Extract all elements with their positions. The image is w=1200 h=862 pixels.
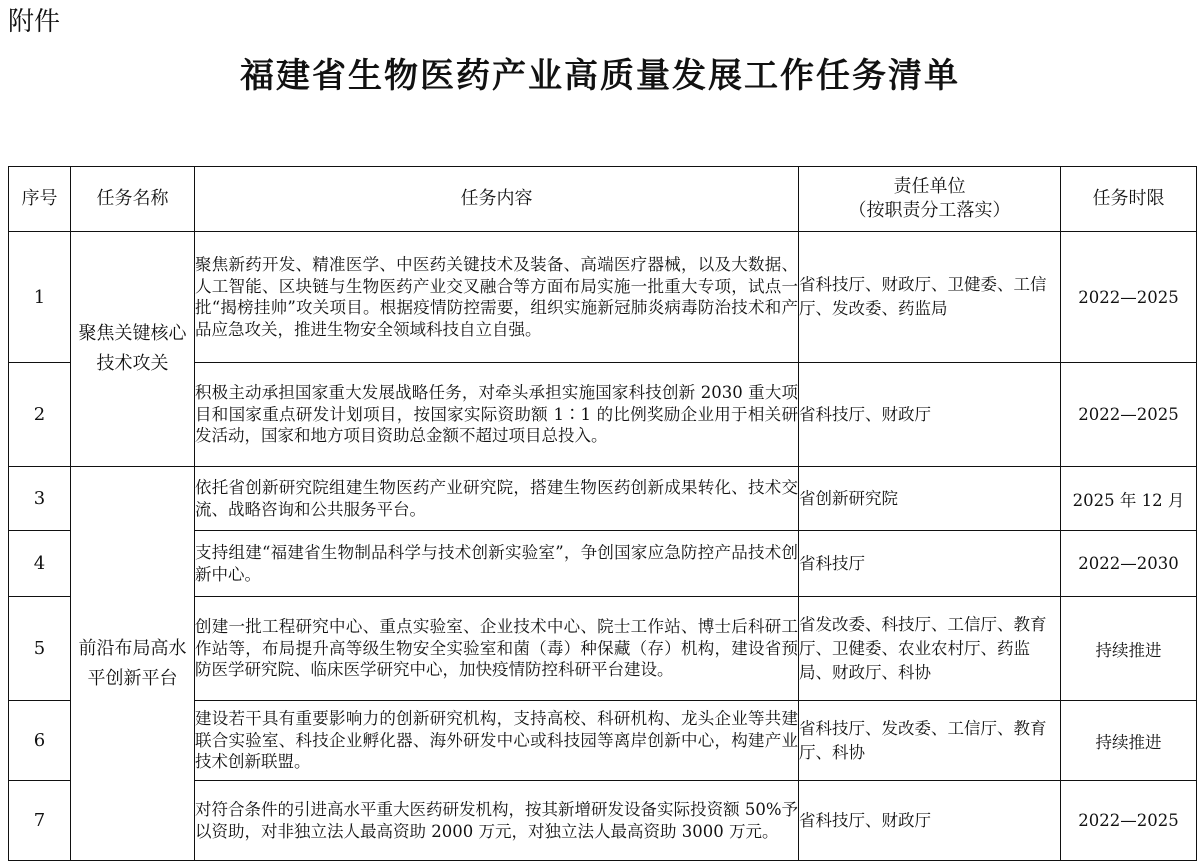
task-content: 支持组建“福建省生物制品科学与技术创新实验室”，争创国家应急防控产品技术创新中心。 <box>195 531 799 597</box>
responsible-unit: 省科技厅、财政厅 <box>799 781 1061 861</box>
task-content: 聚焦新药开发、精准医学、中医药关键技术及装备、高端医疗器械，以及大数据、人工智能、区块链与生物医药产业交叉融合等方面布局实施一批重大专项，试点一批“揭榜挂帅”攻关项目。根据疫情防控需要，组织实施新冠肺炎病毒防治技术和产品应急攻关，推进生物安全领域科技自立自强。 <box>195 232 799 363</box>
task-name: 前沿布局高水平创新平台 <box>71 467 195 861</box>
task-deadline: 2025 年 12 月 <box>1061 467 1197 531</box>
row-seq: 5 <box>9 597 71 701</box>
header-unit-line2: （按职责分工落实） <box>848 200 1011 221</box>
row-seq: 6 <box>9 701 71 781</box>
responsible-unit: 省创新研究院 <box>799 467 1061 531</box>
attachment-label: 附件 <box>8 7 61 37</box>
header-content: 任务内容 <box>195 167 799 232</box>
task-deadline: 2022—2025 <box>1061 363 1197 467</box>
table-row <box>9 232 1197 363</box>
responsible-unit: 省科技厅、财政厅 <box>799 363 1061 467</box>
header-time: 任务时限 <box>1061 167 1197 232</box>
row-seq: 7 <box>9 781 71 861</box>
row-seq: 3 <box>9 467 71 531</box>
document-title: 福建省生物医药产业高质量发展工作任务清单 <box>240 56 960 96</box>
row-seq: 2 <box>9 363 71 467</box>
header-name: 任务名称 <box>71 167 195 232</box>
task-content: 对符合条件的引进高水平重大医药研发机构，按其新增研发设备实际投资额 50%予以资助，对非独立法人最高资助 2000 万元，对独立法人最高资助 3000 万元。 <box>195 781 799 861</box>
responsible-unit: 省发改委、科技厅、工信厅、教育厅、卫健委、农业农村厅、药监局、财政厅、科协 <box>799 597 1061 701</box>
task-content: 创建一批工程研究中心、重点实验室、企业技术中心、院士工作站、博士后科研工作站等，布局提升高等级生物安全实验室和菌（毒）种保藏（存）机构，建设省预防医学研究院、临床医学研究中心，加快疫情防控科研平台建设。 <box>195 597 799 701</box>
table-row <box>9 467 1197 531</box>
table-header-row <box>9 167 1197 232</box>
task-deadline: 2022—2025 <box>1061 232 1197 363</box>
task-deadline: 2022—2025 <box>1061 781 1197 861</box>
task-name: 聚焦关键核心技术攻关 <box>71 232 195 467</box>
task-deadline: 2022—2030 <box>1061 531 1197 597</box>
header-unit <box>799 167 1061 232</box>
task-deadline: 持续推进 <box>1061 597 1197 701</box>
header-unit-line1: 责任单位 <box>893 176 966 197</box>
task-content: 依托省创新研究院组建生物医药产业研究院，搭建生物医药创新成果转化、技术交流、战略咨询和公共服务平台。 <box>195 467 799 531</box>
responsible-unit: 省科技厅、财政厅、卫健委、工信厅、发改委、药监局 <box>799 232 1061 363</box>
task-content: 积极主动承担国家重大发展战略任务，对牵头承担实施国家科技创新 2030 重大项目和国家重点研发计划项目，按国家实际资助额 1∶1 的比例奖励企业用于相关研发活动，国家和地方项目资助总金额不超过项目总投入。 <box>195 363 799 467</box>
header-seq: 序号 <box>9 167 71 232</box>
row-seq: 1 <box>9 232 71 363</box>
row-seq: 4 <box>9 531 71 597</box>
responsible-unit: 省科技厅 <box>799 531 1061 597</box>
responsible-unit: 省科技厅、发改委、工信厅、教育厅、科协 <box>799 701 1061 781</box>
task-table <box>8 166 1197 861</box>
task-deadline: 持续推进 <box>1061 701 1197 781</box>
task-content: 建设若干具有重要影响力的创新研究机构，支持高校、科研机构、龙头企业等共建联合实验室、科技企业孵化器、海外研发中心或科技园等离岸创新中心，构建产业技术创新联盟。 <box>195 701 799 781</box>
